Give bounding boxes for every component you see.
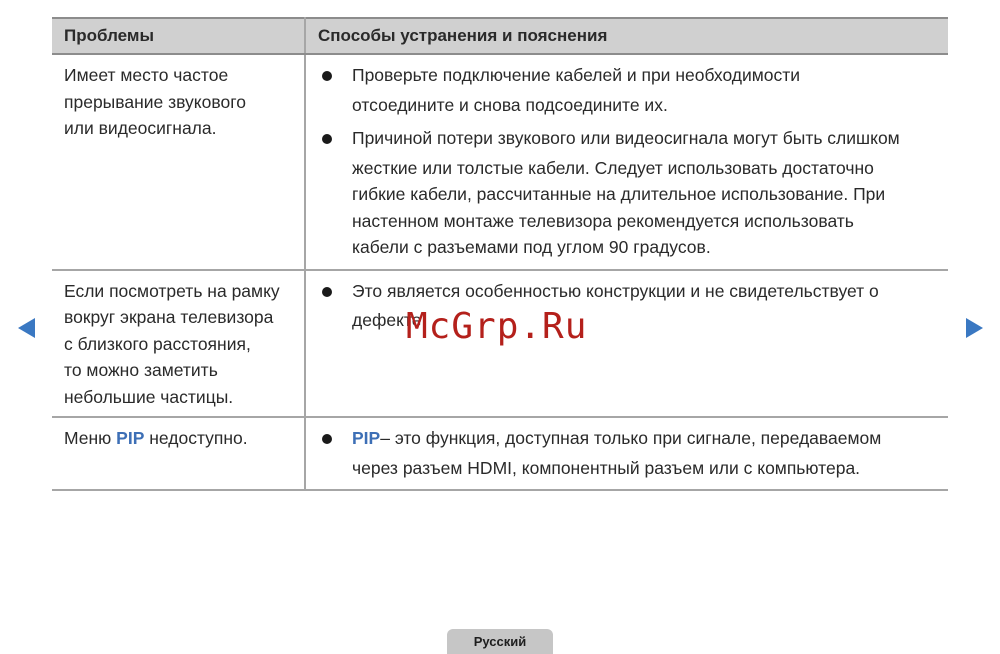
problem-cell [52,417,305,490]
pip-highlight: PIP [116,428,145,448]
pip-highlight: PIP [352,428,381,448]
solution-line: жесткие или толстые кабели. Следует использовать достаточно [352,157,874,178]
table-row [52,417,948,490]
solution-lines [352,155,942,261]
solution-line: Это является особенностью конструкции и не свидетельствует о [352,280,879,301]
problem-line: Если посмотреть на рамку [64,280,280,301]
problem-text [64,55,292,148]
problem-text [64,418,292,458]
problem-cell [52,270,305,418]
bullet-icon [322,287,332,297]
bullet-icon [322,71,332,81]
header-problems: Проблемы [52,18,305,54]
problem-line: прерывание звукового [64,91,246,112]
solution-text: – это функция, доступная только при сигнале, передаваемом [380,428,882,448]
solution-cell [305,417,948,490]
problem-text-after: недоступно. [144,428,248,448]
header-solutions: Способы устранения и пояснения [305,18,948,54]
problem-text [64,271,292,417]
solution-line: Причиной потери звукового или видеосигнала могут быть слишком [352,128,900,148]
solution-line: кабели с разъемами под углом 90 градусов. [352,237,711,257]
solution-cell [305,54,948,270]
problem-text-before: Меню [64,428,117,448]
bullet-icon [322,434,332,444]
problem-line: небольшие частицы. [64,386,234,407]
arrow-right-icon[interactable] [966,318,983,338]
problem-line: то можно заметить [64,360,218,380]
watermark: McGrp.Ru [406,306,588,347]
solution-cell [305,270,948,418]
bullet-icon [322,134,332,144]
solution-line: гибкие кабели, рассчитанные на длительное использование. При [352,184,886,204]
list-item [314,425,948,481]
list-item [314,62,948,118]
solution-line: через разъем HDMI, компонентный разъем или с компьютера. [352,457,861,478]
problem-line: вокруг экрана телевизора [64,307,274,327]
list-item [314,125,948,261]
solution-line: отсоедините и снова подсоедините их. [352,94,668,115]
problem-line: или видеосигнала. [64,118,217,138]
table-header-row [52,18,948,54]
table-row [52,54,948,270]
arrow-left-icon[interactable] [18,318,35,338]
solution-line: настенном монтаже телевизора рекомендуется использовать [352,210,854,231]
troubleshooting-table [52,17,948,491]
solution-line [352,425,942,452]
language-tab[interactable]: Русский [447,629,553,654]
solution-line: дефекте. [352,310,427,330]
problem-cell [52,54,305,270]
problem-line: с близкого расстояния, [64,333,251,354]
solution-line: Проверьте подключение кабелей и при необходимости [352,65,801,85]
problem-line: Имеет место частое [64,65,229,85]
